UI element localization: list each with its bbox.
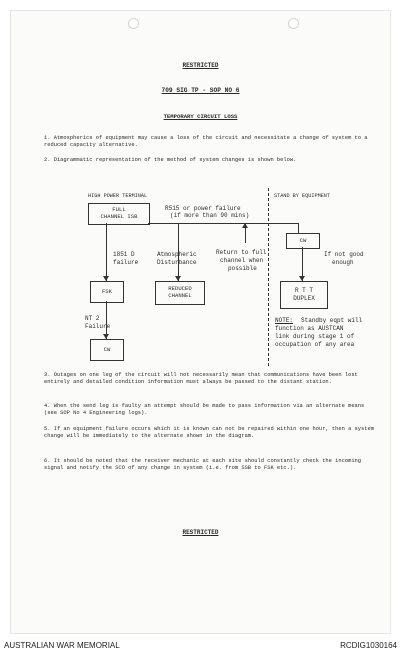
punch-hole xyxy=(128,18,139,29)
if-not-label-1: If not good xyxy=(324,251,364,258)
return-label-2: channel when xyxy=(220,257,264,264)
r515-label-2: (if more than 90 mins) xyxy=(170,212,250,219)
reduced-channel-label-1: REDUCED xyxy=(168,285,192,293)
paragraph-2: 2. Diagrammatic representation of the method of system changes is shown below. xyxy=(44,157,297,163)
full-channel-label-2: CHANNEL ISB xyxy=(100,213,138,220)
paragraph-3: 3. Outages on one leg of the circuit will not necessarily mean that communications have been lost entirely and detailed condition information must always be passed to the distant station. xyxy=(44,372,358,386)
classification-bottom: RESTRICTED xyxy=(182,529,219,536)
note-label: NOTE: xyxy=(275,317,294,324)
1851-label-1: 1851 D xyxy=(113,251,135,258)
cw-standby-label: CW xyxy=(299,236,307,244)
paragraph-6: 6. It should be noted that the receiver mechanic at each site should constantly check the incoming signal and notify the SCO of any change in system (i.e. from SSB to FSK etc.). xyxy=(44,458,362,472)
archive-reference: RCDIG1030164 xyxy=(340,641,397,650)
right-header: STAND BY EQUIPMENT xyxy=(274,193,331,199)
section-divider xyxy=(268,188,269,366)
1851-label-2: failure xyxy=(113,259,139,266)
if-not-label-2: enough xyxy=(332,259,354,266)
atmospheric-label-2: Disturbance xyxy=(157,259,197,266)
rtt-duplex-box xyxy=(280,281,328,309)
rtt-label-1: R T T xyxy=(294,287,313,294)
full-channel-label-1: FULL xyxy=(112,206,126,214)
connector-line xyxy=(298,223,299,233)
connector-line xyxy=(148,223,298,224)
arrow-up-icon xyxy=(242,223,248,228)
left-header: HIGH POWER TERMINAL xyxy=(88,193,148,199)
rtt-label-2: DUPLEX xyxy=(293,295,315,302)
reduced-channel-box xyxy=(155,281,205,305)
note-line-4: occupation of any area xyxy=(275,341,355,348)
document-reference: 709 SIG TP - SOP NO 6 xyxy=(161,87,240,94)
fsk-box xyxy=(90,281,124,303)
nt2-label-2: Failure xyxy=(85,323,111,330)
nt2-label-1: NT 2 xyxy=(85,315,100,322)
archive-credit: AUSTRALIAN WAR MEMORIAL xyxy=(4,641,120,650)
cw-left-label: CW xyxy=(103,345,111,353)
paragraph-5: 5. If an equipment failure occurs which it is known can not be repaired within one hour, then a system change will be immediately to the alternate shown in the diagram. xyxy=(44,426,374,440)
cw-standby-box xyxy=(286,233,320,249)
fsk-label: FSK xyxy=(101,287,113,295)
paragraph-4: 4. When the send leg is faulty an attempt should be made to pass information via an alternate means (see SOP No 4 Engineering logs). xyxy=(44,403,365,417)
note-line-1: Standby eqpt will xyxy=(301,317,363,324)
note-line-3: link during stage 1 of xyxy=(275,333,355,340)
cw-left-box xyxy=(90,339,124,361)
full-channel-box xyxy=(88,203,150,225)
connector-line xyxy=(106,223,107,281)
classification-top: RESTRICTED xyxy=(182,62,219,69)
return-label-3: possible xyxy=(228,265,257,272)
reduced-channel-label-2: CHANNEL xyxy=(168,292,192,299)
r515-label-1: R515 or power failure xyxy=(165,205,241,212)
paragraph-1: 1. Atmospherics of equipment may cause a loss of the circuit and necessitate a change of system to a reduced capacity alternative. xyxy=(44,135,368,149)
document-page xyxy=(10,10,391,634)
return-label-1: Return to full xyxy=(216,249,267,256)
atmospheric-label-1: Atmospheric xyxy=(157,251,197,258)
note-line-2: function as AUSTCAN xyxy=(275,325,344,332)
punch-hole xyxy=(288,18,299,29)
document-subtitle: TEMPORARY CIRCUIT LOSS xyxy=(163,113,238,120)
